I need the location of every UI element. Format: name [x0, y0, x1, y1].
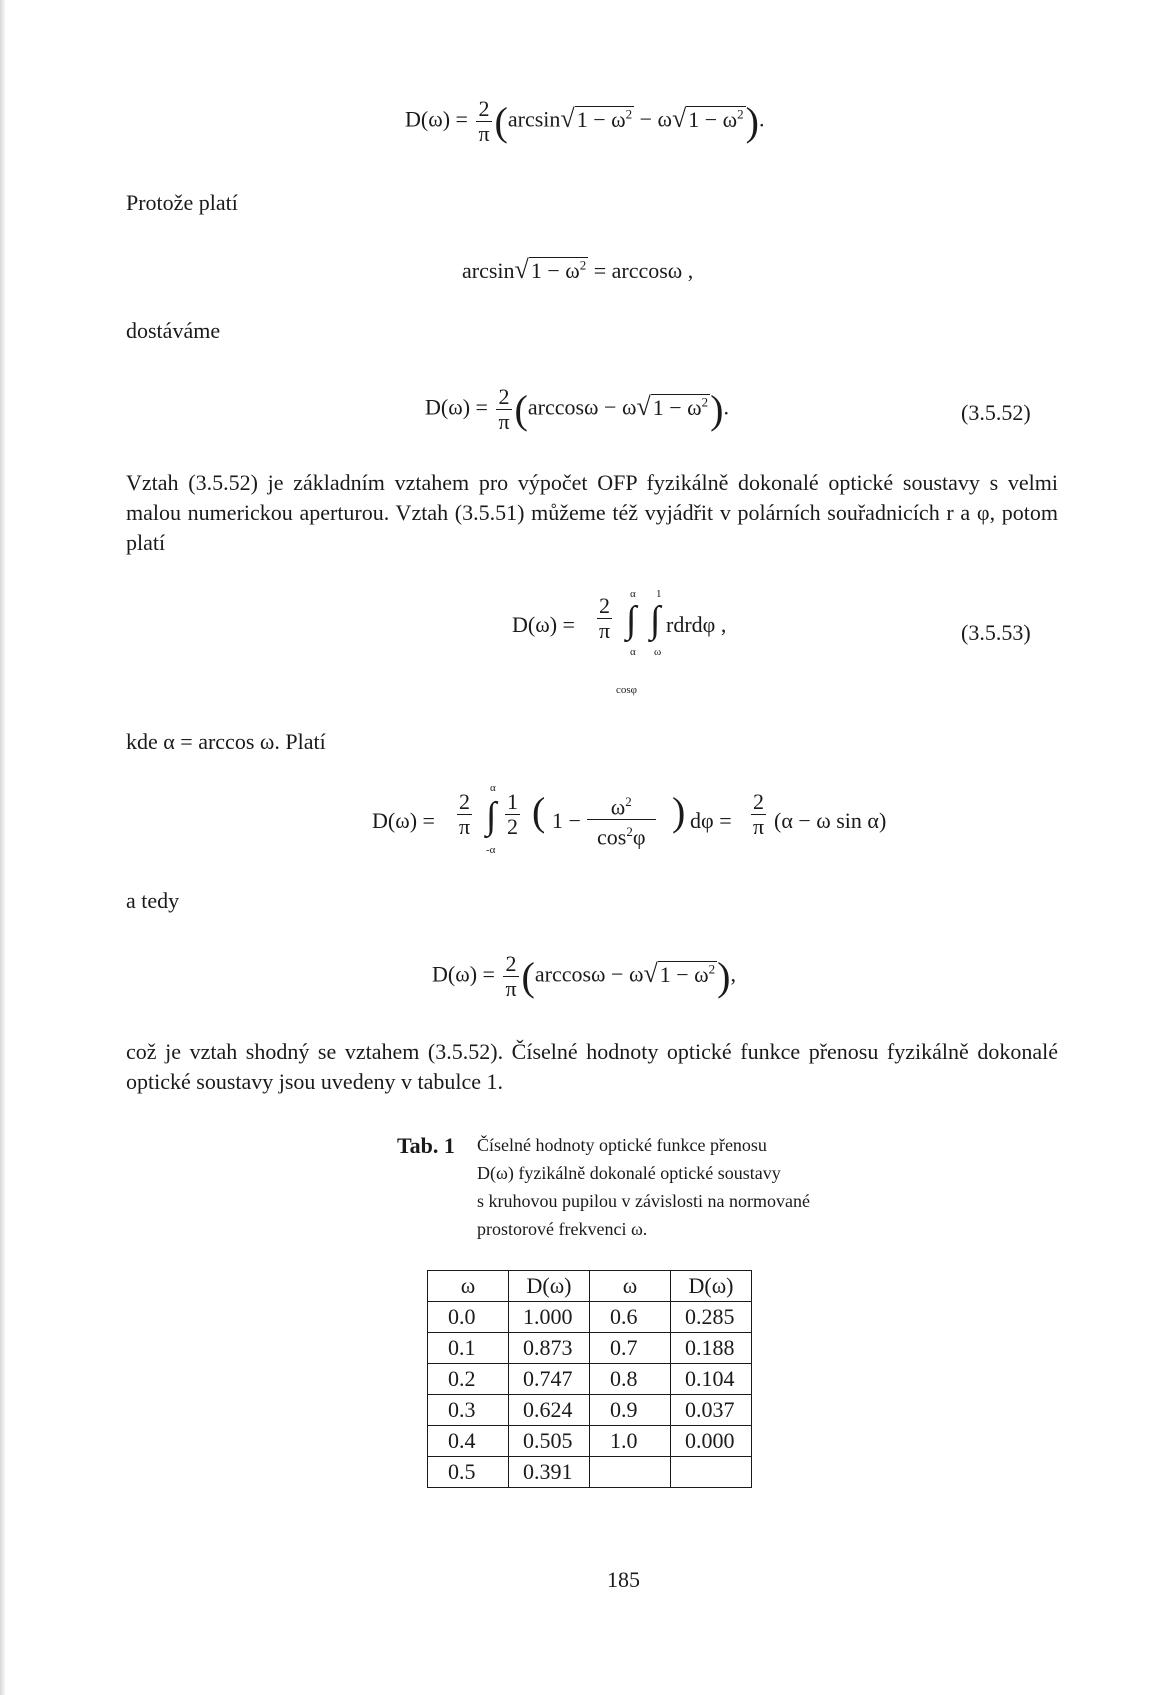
table-cell: 0.188	[671, 1333, 752, 1364]
page-number: 185	[607, 1567, 640, 1592]
square-root: $√1 - \omega^2$	[671, 103, 744, 133]
table-cell: 1.000	[509, 1302, 590, 1333]
integral-sign-inner: ∫	[650, 599, 661, 641]
equation-d-integral: D(ω) = $\frac{2}{\pi}$ ∫ α -α $\frac{1}{2}$ ( 1 − $\frac{\omega^2}{\cos^2\varphi}$ ) dφ = $\frac{2}{\pi}$ (α − ω sin α)	[372, 782, 887, 856]
equation-d-arcsin: D(ω) = $\frac{2}{\pi}$ $(\arcsin√1 - \omega^2 - \omega√1 - \omega^2)$.	[405, 96, 765, 146]
table-cell: 1.0	[590, 1426, 671, 1457]
table-cell: 0.7	[590, 1333, 671, 1364]
text-dostavame: dostáváme	[126, 318, 221, 343]
equation-d-final: D(ω) = $\frac{2}{\pi}$ $(\arccos\omega - \omega√1 - \omega^2)$,	[432, 951, 736, 1001]
table-cell	[590, 1457, 671, 1488]
header-d-omega: D(ω)	[509, 1271, 590, 1302]
table-cell: 0.747	[509, 1364, 590, 1395]
table-cell: 0.3	[428, 1395, 509, 1426]
square-root: $√1 - \omega^2$	[636, 391, 709, 421]
text-a-tedy: a tedy	[126, 888, 180, 913]
paragraph-vztah: Vztah (3.5.52) je základním vztahem pro výpočet OFP fyzikálně dokonalé optické soustavy s velmi malou numerickou aperturou. Vztah (3.5.51) můžeme též vyjádřit v polárních souřadnicích r a φ, potom platí	[126, 470, 1058, 555]
table-cell: 0.624	[509, 1395, 590, 1426]
table-cell: 0.1	[428, 1333, 509, 1364]
table-cell	[671, 1457, 752, 1488]
table-cell: 0.104	[671, 1364, 752, 1395]
scan-edge-shadow	[0, 0, 6, 1695]
caption-line: s kruhovou pupilou v závislosti na normované	[477, 1191, 810, 1211]
fraction: $\frac{2}{\pi}$	[478, 96, 490, 146]
text-protoze-plati: Protože platí	[126, 190, 238, 215]
equation-3-5-52: D(ω) = $\frac{2}{\pi}$ $(\arccos\omega - \omega√1 - \omega^2)$.	[425, 384, 729, 434]
table-cell: 0.391	[509, 1457, 590, 1488]
equation-3-5-53: D(ω) = $\frac{2}{\pi}$ ∫ α α ∫ 1 ω cosφ rdrdφ ,	[512, 588, 727, 696]
text-kde-alpha: kde α = arccos ω. Platí	[126, 729, 326, 754]
table-cell: 0.873	[509, 1333, 590, 1364]
table-cell: 0.8	[590, 1364, 671, 1395]
table-header-row	[428, 1271, 752, 1302]
equation-arcsin-identity: $\arcsin√1 - \omega^2 = \arccos\omega$ ,	[462, 255, 694, 284]
header-omega: ω	[590, 1271, 671, 1302]
fraction-half: $\frac{1}{2}$	[507, 789, 518, 839]
caption-line: prostorové frekvenci ω.	[477, 1219, 648, 1239]
table-cell: 0.2	[428, 1364, 509, 1395]
fraction: $\frac{2}{\pi}$	[498, 384, 510, 434]
table-cell: 0.6	[590, 1302, 671, 1333]
table-cell: 0.505	[509, 1426, 590, 1457]
otf-values-table	[427, 1270, 752, 1488]
header-omega: ω	[428, 1271, 509, 1302]
integral-sign: ∫	[486, 795, 497, 837]
table-cell: 0.9	[590, 1395, 671, 1426]
table-label: Tab. 1	[397, 1133, 455, 1158]
table-cell: 0.285	[671, 1302, 752, 1333]
fraction-omega-cos: $\frac{\omega^2}{\cos^2\varphi}$	[587, 790, 656, 850]
square-root: $√1 - \omega^2$	[560, 103, 633, 133]
fraction: $\frac{2}{\pi}$	[753, 789, 765, 839]
table-cell: 0.4	[428, 1426, 509, 1457]
table-cell: 0.037	[671, 1395, 752, 1426]
caption-line: Číselné hodnoty optické funkce přenosu	[477, 1135, 767, 1155]
table-row	[428, 1426, 752, 1457]
caption-line: D(ω) fyzikálně dokonalé optické soustavy	[477, 1163, 781, 1183]
table-row	[428, 1302, 752, 1333]
equation-number-3-5-53: (3.5.53)	[961, 620, 1031, 645]
paragraph-coz-je: což je vztah shodný se vztahem (3.5.52). Číselné hodnoty optické funkce přenosu fyzikálně dokonalé optické soustavy jsou uvedeny v tabulce 1.	[126, 1039, 1058, 1094]
equation-number-3-5-52: (3.5.52)	[961, 400, 1031, 425]
square-root: $√1 - \omega^2$	[514, 255, 587, 284]
square-root: $√1 - \omega^2$	[643, 958, 716, 988]
table-row	[428, 1457, 752, 1488]
fraction: $\frac{2}{\pi}$	[505, 951, 517, 1001]
table-cell: 0.000	[671, 1426, 752, 1457]
table-cell: 0.5	[428, 1457, 509, 1488]
fraction: $\frac{2}{\pi}$	[599, 593, 611, 643]
table-row	[428, 1364, 752, 1395]
fraction: $\frac{2}{\pi}$	[459, 789, 471, 839]
integral-sign-outer: ∫	[626, 599, 637, 641]
header-d-omega: D(ω)	[671, 1271, 752, 1302]
table-row	[428, 1333, 752, 1364]
table-cell: 0.0	[428, 1302, 509, 1333]
table-row	[428, 1395, 752, 1426]
